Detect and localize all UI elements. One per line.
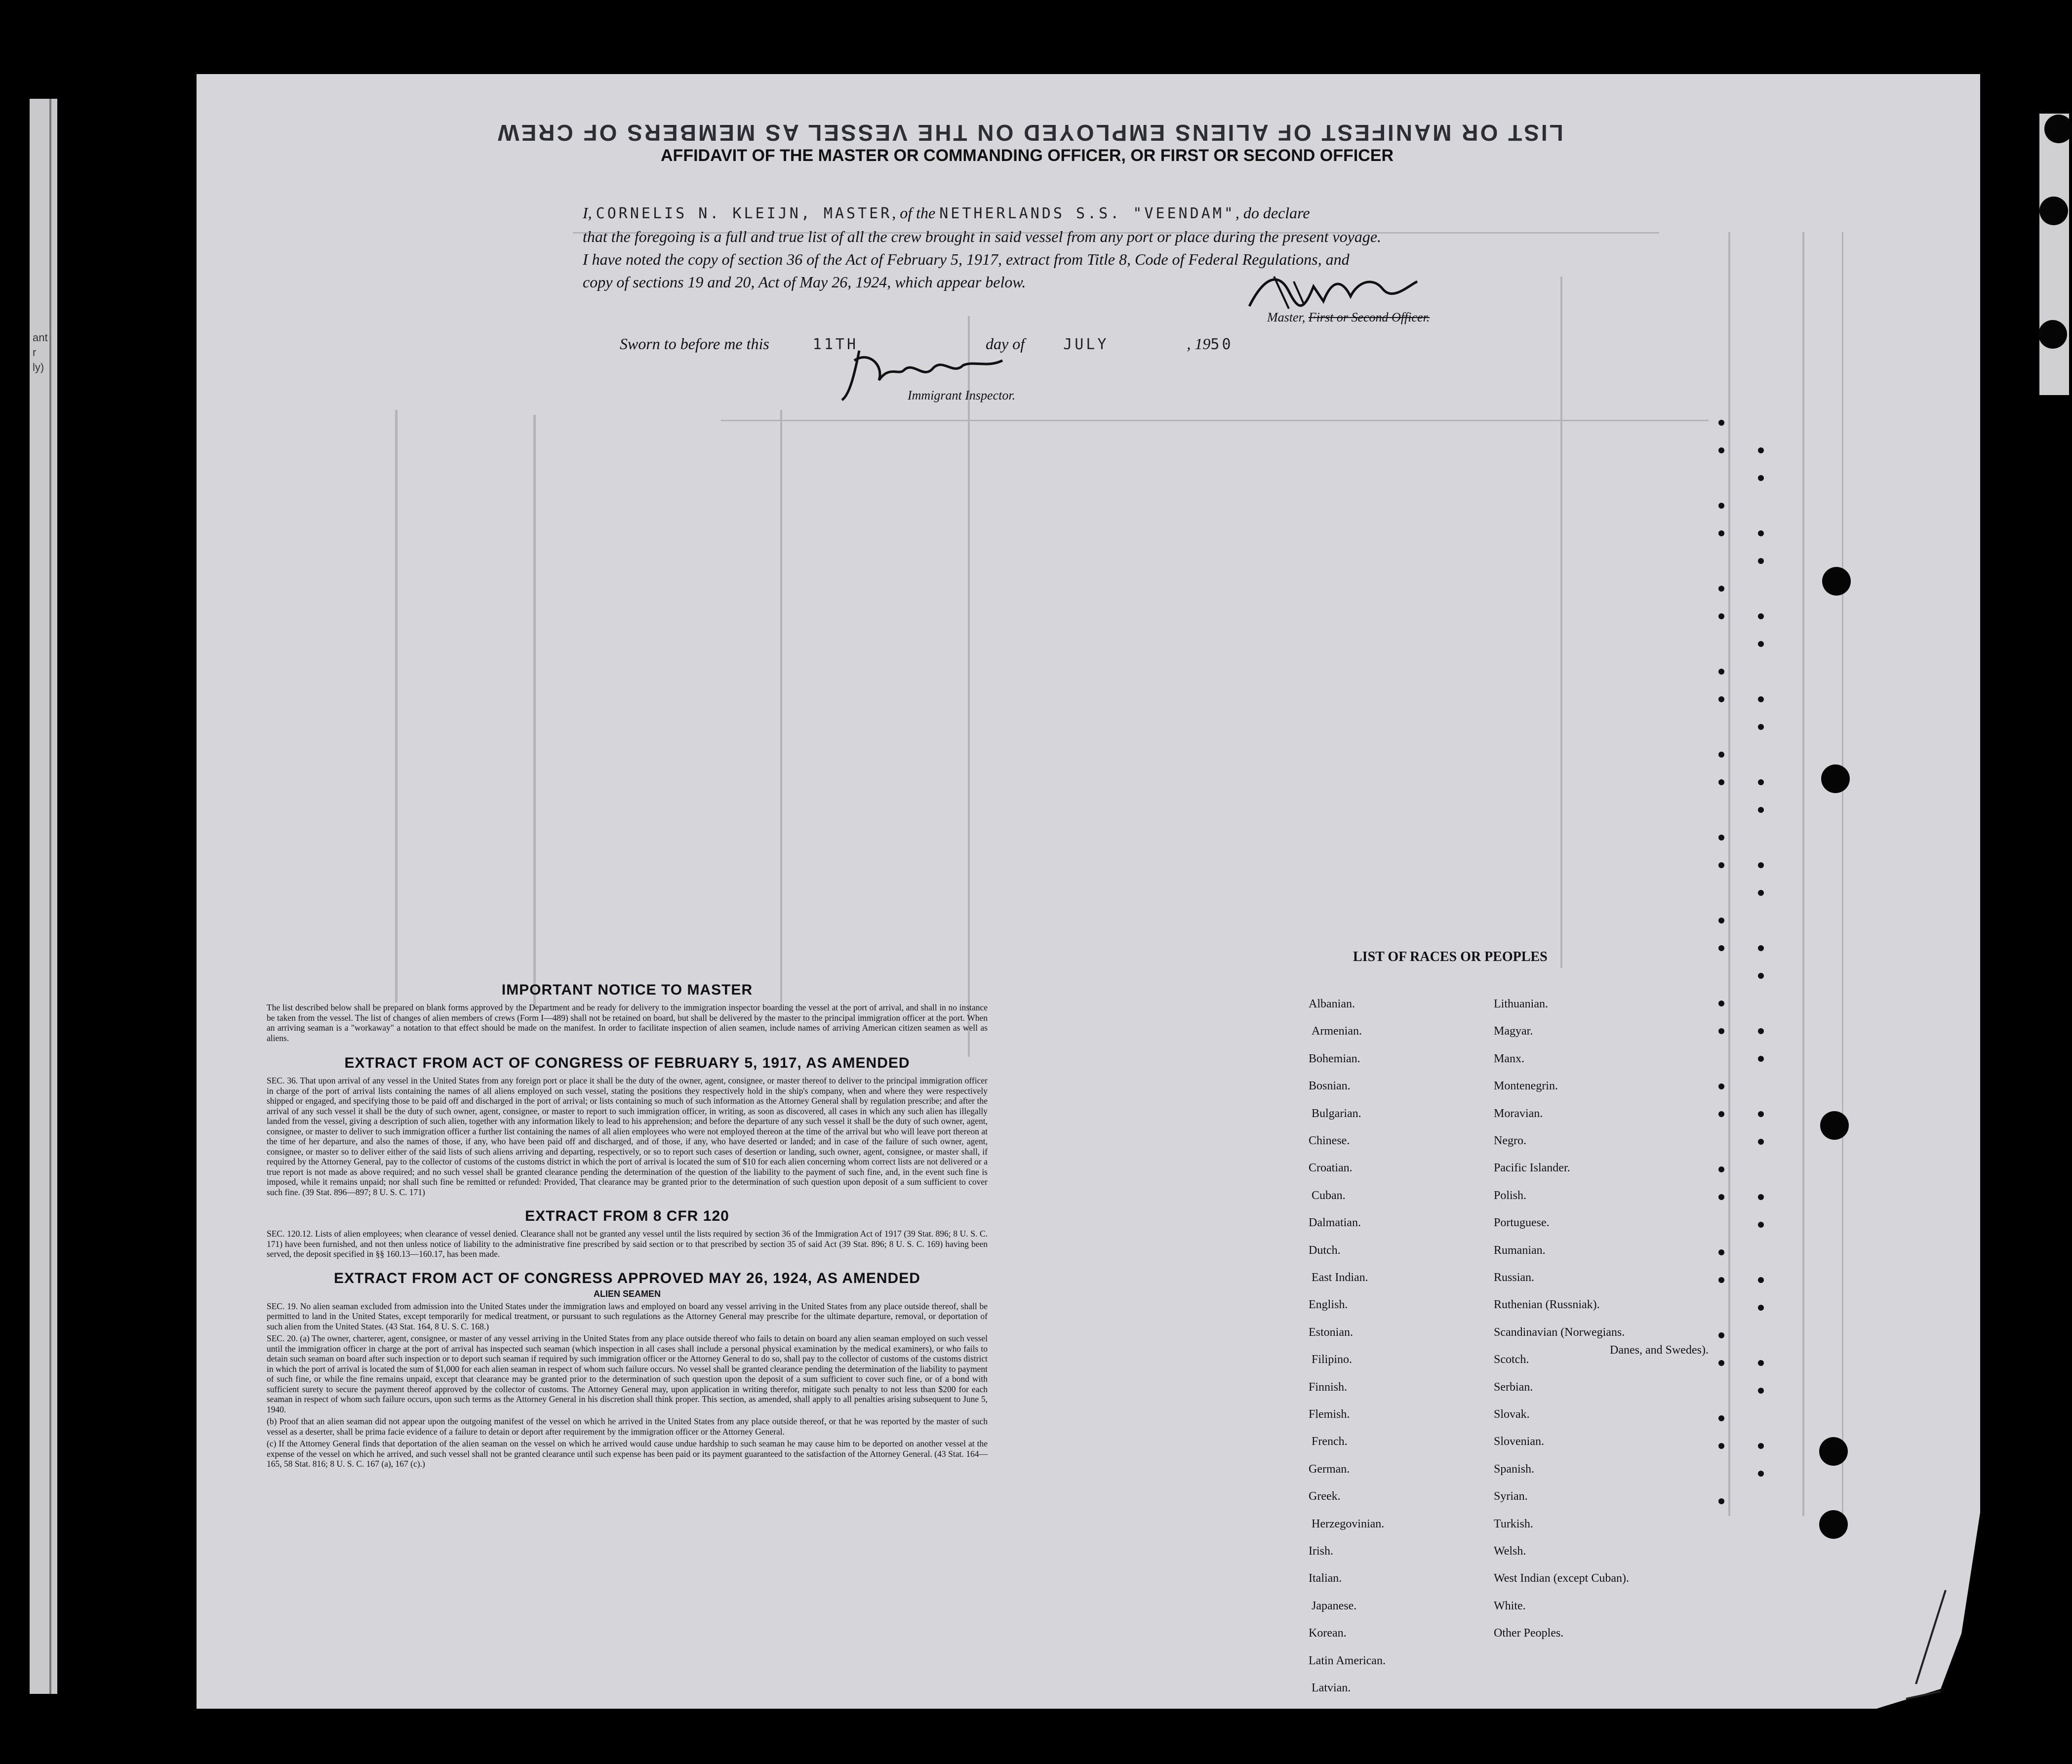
bleed-line bbox=[721, 420, 1709, 421]
race-item: Korean. bbox=[1309, 1627, 1347, 1640]
bleed-dot bbox=[1758, 641, 1764, 647]
bleed-dot bbox=[1718, 1166, 1724, 1172]
race-item: Scandinavian (Norwegians. bbox=[1494, 1325, 1625, 1339]
bleed-dot bbox=[1758, 1056, 1764, 1062]
bleed-line bbox=[1728, 232, 1730, 1516]
bleed-line bbox=[1560, 277, 1562, 968]
race-item: Cuban. bbox=[1312, 1189, 1346, 1202]
bleed-line bbox=[1842, 232, 1843, 1516]
vessel-name: NETHERLANDS S.S. "VEENDAM" bbox=[939, 205, 1235, 222]
bleed-line bbox=[533, 415, 536, 1007]
bleed-dot bbox=[1758, 530, 1764, 536]
extract-1917-title: EXTRACT FROM ACT OF CONGRESS OF FEBRUARY 5, 1917, AS AMENDED bbox=[344, 1055, 910, 1071]
punch-hole bbox=[2038, 320, 2067, 349]
bleed-dot bbox=[1718, 1249, 1724, 1255]
extract-8cfr-title: EXTRACT FROM 8 CFR 120 bbox=[525, 1208, 729, 1224]
strip-text-3: ly) bbox=[33, 361, 44, 373]
bleed-dot bbox=[1758, 558, 1764, 564]
bleed-dot bbox=[1718, 503, 1724, 509]
bleed-dot bbox=[1718, 1415, 1724, 1421]
bleed-dot bbox=[1758, 862, 1764, 868]
bleed-dot bbox=[1718, 752, 1724, 758]
race-item: German. bbox=[1309, 1462, 1350, 1476]
race-item: Russian. bbox=[1494, 1271, 1535, 1284]
race-item: Serbian. bbox=[1494, 1380, 1533, 1394]
bleed-dot bbox=[1718, 696, 1724, 702]
race-item: Manx. bbox=[1494, 1052, 1524, 1065]
race-item: Polish. bbox=[1494, 1189, 1527, 1202]
affidavit-line-2: that the foregoing is a full and true list of all the crew brought in said vessel from any port or place during the present voyage. bbox=[583, 228, 1382, 245]
bleed-dot bbox=[1758, 973, 1764, 979]
bleed-dot bbox=[1758, 1028, 1764, 1034]
race-item: Syrian. bbox=[1494, 1490, 1528, 1503]
bleed-dot bbox=[1758, 1139, 1764, 1145]
bleed-dot bbox=[1758, 1471, 1764, 1477]
master-signature bbox=[1244, 267, 1422, 316]
race-item: Negro. bbox=[1494, 1134, 1526, 1147]
bleed-dot bbox=[1758, 945, 1764, 951]
strip-text-1: ant bbox=[33, 331, 48, 344]
race-item: Dalmatian. bbox=[1309, 1216, 1361, 1230]
strip-rule bbox=[49, 99, 51, 1694]
race-item: Dutch. bbox=[1309, 1243, 1341, 1257]
race-item: Pacific Islander. bbox=[1494, 1162, 1570, 1175]
race-item: White. bbox=[1494, 1599, 1526, 1612]
race-item: Spanish. bbox=[1494, 1462, 1535, 1476]
bleed-dot bbox=[1718, 1277, 1724, 1283]
bleed-dot bbox=[1758, 1277, 1764, 1283]
race-item: West Indian (except Cuban). bbox=[1494, 1572, 1629, 1585]
extract-1924-p1: SEC. 19. No alien seaman excluded from admission into the United States under the immigration laws and employed on board any vessel arriving in the United States from any place outside thereof, shall be permitted to land in the United States, except temporarily for medical treatment, or pursuant to such regulations as the Attorney General may prescribe for the ultimate departure, removal, or deportation of such alien from the United States. (43 Stat. 164, 8 U. S. C. 168.) bbox=[267, 1301, 988, 1331]
day-of-label: day of bbox=[986, 335, 1025, 353]
race-item: Estonian. bbox=[1309, 1325, 1353, 1339]
race-item: Slovak. bbox=[1494, 1408, 1530, 1421]
bleed-dot bbox=[1718, 1498, 1724, 1504]
bleed-dot bbox=[1718, 447, 1724, 453]
master-signature-label bbox=[1267, 310, 1430, 325]
bleed-dot bbox=[1718, 1443, 1724, 1449]
extract-8cfr-text: SEC. 120.12. Lists of alien employees; when clearance of vessel denied. Clearance shall not be granted any vessel until the lists required by section 36 of the Immigration Act of 1917 (39 Stat. 896; 8 U. S. C. 171) have been furnished, and not then unless notice of liability to the administrative fine prescribed by said section or to that prescribed by section 35 of said Act (39 Stat. 896; 8 U. S. C. 169) having been served, the deposit specified in §§ 160.13—160.17, has been made. bbox=[267, 1229, 988, 1259]
bleed-dot bbox=[1718, 945, 1724, 951]
bleed-dot bbox=[1758, 807, 1764, 813]
bleed-dot bbox=[1718, 1360, 1724, 1366]
sworn-day: 11TH bbox=[812, 336, 859, 353]
bleed-dot bbox=[1758, 1305, 1764, 1311]
race-item: Moravian. bbox=[1494, 1107, 1543, 1120]
strip-text-2: r bbox=[33, 346, 37, 359]
master-name: CORNELIS N. KLEIJN, MASTER bbox=[596, 205, 892, 222]
bleed-dot bbox=[1758, 1222, 1764, 1228]
race-item: Montenegrin. bbox=[1494, 1080, 1558, 1093]
race-item: Irish. bbox=[1309, 1545, 1333, 1558]
bleed-dot bbox=[1758, 1388, 1764, 1394]
race-item: Turkish. bbox=[1494, 1517, 1533, 1530]
race-item: Ruthenian (Russniak). bbox=[1494, 1298, 1600, 1312]
sworn-label: Sworn to before me this bbox=[620, 335, 769, 353]
sworn-year: 50 bbox=[1210, 336, 1234, 353]
race-item: English. bbox=[1309, 1298, 1348, 1312]
race-item: Filipino. bbox=[1312, 1353, 1353, 1366]
race-item: Croatian. bbox=[1309, 1162, 1353, 1175]
bleed-line bbox=[1802, 232, 1804, 1516]
bleed-dot bbox=[1758, 1360, 1764, 1366]
bleed-dot bbox=[1758, 1443, 1764, 1449]
punch-hole bbox=[1819, 1510, 1848, 1539]
punch-hole bbox=[1821, 764, 1850, 793]
punch-hole bbox=[1822, 567, 1851, 596]
bleed-line bbox=[968, 316, 970, 1057]
race-item: Other Peoples. bbox=[1494, 1627, 1564, 1640]
bleed-dot bbox=[1718, 586, 1724, 592]
master-label-text: Master, bbox=[1267, 310, 1306, 324]
race-item: Flemish. bbox=[1309, 1408, 1350, 1421]
bleed-line bbox=[780, 410, 782, 1002]
race-item: East Indian. bbox=[1312, 1271, 1368, 1284]
notice-title: IMPORTANT NOTICE TO MASTER bbox=[501, 982, 753, 998]
race-item: Armenian. bbox=[1312, 1025, 1362, 1038]
bleed-dot bbox=[1718, 918, 1724, 923]
race-item: Japanese. bbox=[1312, 1599, 1357, 1612]
race-item: Bulgarian. bbox=[1312, 1107, 1361, 1120]
bleed-dot bbox=[1758, 447, 1764, 453]
struck-officer-label: First or Second Officer. bbox=[1308, 310, 1430, 324]
mirrored-header: LIST OR MANIFEST OF ALIENS EMPLOYED ON THE VESSEL AS MEMBERS OF CREW bbox=[496, 120, 1563, 146]
bleed-line bbox=[395, 410, 398, 1002]
sworn-month: JULY bbox=[1063, 336, 1109, 353]
bleed-dot bbox=[1718, 420, 1724, 426]
extract-1924-title: EXTRACT FROM ACT OF CONGRESS APPROVED MAY 26, 1924, AS AMENDED bbox=[334, 1270, 920, 1286]
bleed-dot bbox=[1718, 835, 1724, 841]
year-prefix: , 19 bbox=[1187, 335, 1211, 353]
bleed-dot bbox=[1718, 1083, 1724, 1089]
race-item: Welsh. bbox=[1494, 1545, 1526, 1558]
bleed-dot bbox=[1718, 613, 1724, 619]
race-item: Herzegovinian. bbox=[1312, 1517, 1385, 1530]
bleed-dot bbox=[1758, 613, 1764, 619]
race-item: Rumanian. bbox=[1494, 1243, 1546, 1257]
race-item: Magyar. bbox=[1494, 1025, 1533, 1038]
race-item: Albanian. bbox=[1309, 998, 1355, 1010]
bleed-dot bbox=[1758, 779, 1764, 785]
race-item: Bohemian. bbox=[1309, 1052, 1360, 1065]
bleed-dot bbox=[1718, 1194, 1724, 1200]
extract-1924-p2: SEC. 20. (a) The owner, charterer, agent, consignee, or master of any vessel arriving in the United States from any place outside thereof who fails to detain on board any alien seaman employed on such vessel until the immigration officer in charge at the port of arrival has inspected such seaman (which inspection in all cases shall include a personal physical examination by the medical examiners), or who fails to detain such seaman on board after such inspection or to deport such seaman if required by such immigration officer or the Attorney General to do so, shall pay to the collector of customs of the customs district in which the port of arrival is located the sum of $1,000 for each alien seaman in respect of whom such failure occurs. No vessel shall be granted clearance pending the determination of the liability to payment of such fine, or while the fine remains unpaid, except that clearance may be granted prior to the determination of such question upon the deposit of a sum sufficient to cover such fine, or of a bond with sufficient surety to secure the payment thereof approved by the collector of customs. The Attorney General may, upon application in writing therefor, mitigate such penalty to not less than $200 for each seaman in respect of whom such failure occurs, upon such terms as the Attorney General in his discretion shall think proper. This section, as amended, shall apply to all penalties arising subsequent to June 5, 1940. bbox=[267, 1333, 988, 1414]
punch-hole bbox=[1820, 1111, 1849, 1140]
race-item: French. bbox=[1312, 1435, 1348, 1448]
torn-corner bbox=[1728, 1570, 1985, 1714]
race-item: Bosnian. bbox=[1309, 1080, 1351, 1093]
affidavit-line-4: copy of sections 19 and 20, Act of May 26, 1924, which appear below. bbox=[583, 273, 1026, 291]
race-item: Danes, and Swedes). bbox=[1610, 1343, 1709, 1357]
races-title: LIST OF RACES OR PEOPLES bbox=[1353, 949, 1548, 964]
bleed-dot bbox=[1758, 724, 1764, 730]
race-item: Finnish. bbox=[1309, 1380, 1348, 1394]
bleed-dot bbox=[1718, 530, 1724, 536]
bleed-dot bbox=[1718, 1111, 1724, 1117]
notice-text: The list described below shall be prepared on blank forms approved by the Department and be ready for delivery to the immigration inspector boarding the vessel at the port of arrival, and shall in no instance be taken from the vessel. The list of changes of alien members of crews (Form I—489) shall not be retained on board, but shall be delivered by the master to the principal immigration officer at the port. When an arriving seaman is a "workaway" a notation to that effect should be made on the manifest. In order to facilitate inspection of alien seamen, include names of arriving American citizen seamen as well as aliens. bbox=[267, 1002, 988, 1043]
race-item: Portuguese. bbox=[1494, 1216, 1550, 1230]
bleed-dot bbox=[1718, 1001, 1724, 1006]
race-item: Italian. bbox=[1309, 1572, 1342, 1585]
legal-notices bbox=[267, 975, 988, 1471]
race-item: Latvian. bbox=[1312, 1682, 1351, 1694]
bleed-dot bbox=[1758, 696, 1764, 702]
bleed-dot bbox=[1718, 669, 1724, 675]
race-item: Latin American. bbox=[1309, 1654, 1386, 1667]
punch-hole bbox=[1819, 1437, 1848, 1466]
race-item: Chinese. bbox=[1309, 1134, 1350, 1147]
bleed-dot bbox=[1758, 890, 1764, 896]
extract-1924-p4: (c) If the Attorney General finds that deportation of the alien seaman on the vessel on which he arrived would cause undue hardship to such seaman he may cause him to be deported on another vessel at the expense of the vessel on which he arrived, and such vessel shall not be granted clearance until such expense has been paid or its payment guaranteed to the satisfaction of the Attorney General. (43 Stat. 164—165, 58 Stat. 816; 8 U. S. C. 167 (a), 167 (c).) bbox=[267, 1439, 988, 1469]
affidavit-line-1 bbox=[583, 201, 1481, 225]
punch-hole bbox=[2039, 197, 2068, 225]
extract-1917-text: SEC. 36. That upon arrival of any vessel in the United States from any foreign port or place it shall be the duty of the owner, agent, consignee, or master thereof to deliver to the principal immigration officer in charge of the port of arrival lists containing the names of all aliens employed on such vessel, stating the positions they respectively hold in the ship's company, when and where they were respectively shipped or engaged, and specifying those to be paid off and discharged in the port of arrival; or lists containing so much of such information as the Attorney General shall by regulation prescribe; and after the arrival of any such vessel it shall be the duty of such owner, agent, consignee, or master to report to such immigration officer, in writing, as soon as discovered, all cases in which any such alien has illegally landed from the vessel, giving a description of such alien, together with any information likely to lead to his apprehension; and before the departure of any such vessel it shall be the duty of such owner, agent, consignee, or master to deliver to such immigration officer a further list containing the names of all alien employees who were not employed thereon at the time of the arrival but who will leave port thereon at the time of her departure, and also the names of those, if any, who have been paid off and discharged, and of those, if any, who have deserted or landed; and in case of the failure of such owner, agent, consignee, or master so to deliver either of the said lists of such aliens arriving and departing, respectively, or so to report such cases of desertion or landing, such owner, agent, consignee, or master shall, if required by the Attorney General, pay to the collector of customs of the customs district in which the port of arrival is located the sum of $10 for each alien concerning whom correct lists are not delivered or a true report is not made as above required; and no such vessel shall be granted clearance pending the determination of the question of the liability to the payment of such fine, and, in the event such fine is imposed, while it remains unpaid; nor shall such fine be remitted or refunded: Provided, That clearance may be granted prior to the determination of such question upon deposit of a sum sufficient to cover such fine. (39 Stat. 896—897; 8 U. S. C. 171) bbox=[267, 1076, 988, 1197]
punch-hole bbox=[2044, 115, 2072, 143]
affidavit-text: I, bbox=[583, 204, 592, 222]
race-item: Slovenian. bbox=[1494, 1435, 1544, 1448]
extract-1924-p3: (b) Proof that an alien seaman did not appear upon the outgoing manifest of the vessel on which he arrived in the United States from any place outside thereof, or that he was reported by the master of such vessel as a deserter, shall be prima facie evidence of a failure to detain or deport after requirement by the immigration officer or the Attorney General. bbox=[267, 1416, 988, 1437]
race-item: Scotch. bbox=[1494, 1353, 1529, 1366]
bleed-dot bbox=[1758, 1111, 1764, 1117]
affidavit-text: , of the bbox=[892, 204, 936, 222]
bleed-dot bbox=[1718, 1028, 1724, 1034]
adjacent-page-strip bbox=[30, 99, 57, 1694]
race-item: Lithuanian. bbox=[1494, 998, 1548, 1010]
adjacent-page-strip-right bbox=[2039, 114, 2069, 395]
inspector-label: Immigrant Inspector. bbox=[908, 388, 1016, 402]
bleed-dot bbox=[1758, 1194, 1764, 1200]
bleed-dot bbox=[1718, 779, 1724, 785]
bleed-dot bbox=[1718, 1332, 1724, 1338]
affidavit-line-3: I have noted the copy of section 36 of the Act of February 5, 1917, extract from Title 8, Code of Federal Regulations, and bbox=[583, 250, 1350, 268]
affidavit-text: , do declare bbox=[1235, 204, 1310, 222]
bleed-dot bbox=[1718, 862, 1724, 868]
extract-1924-subtitle: ALIEN SEAMEN bbox=[593, 1288, 661, 1299]
race-item: Greek. bbox=[1309, 1490, 1341, 1503]
affidavit-title: AFFIDAVIT OF THE MASTER OR COMMANDING OFFICER, OR FIRST OR SECOND OFFICER bbox=[661, 146, 1394, 165]
bleed-dot bbox=[1758, 475, 1764, 481]
